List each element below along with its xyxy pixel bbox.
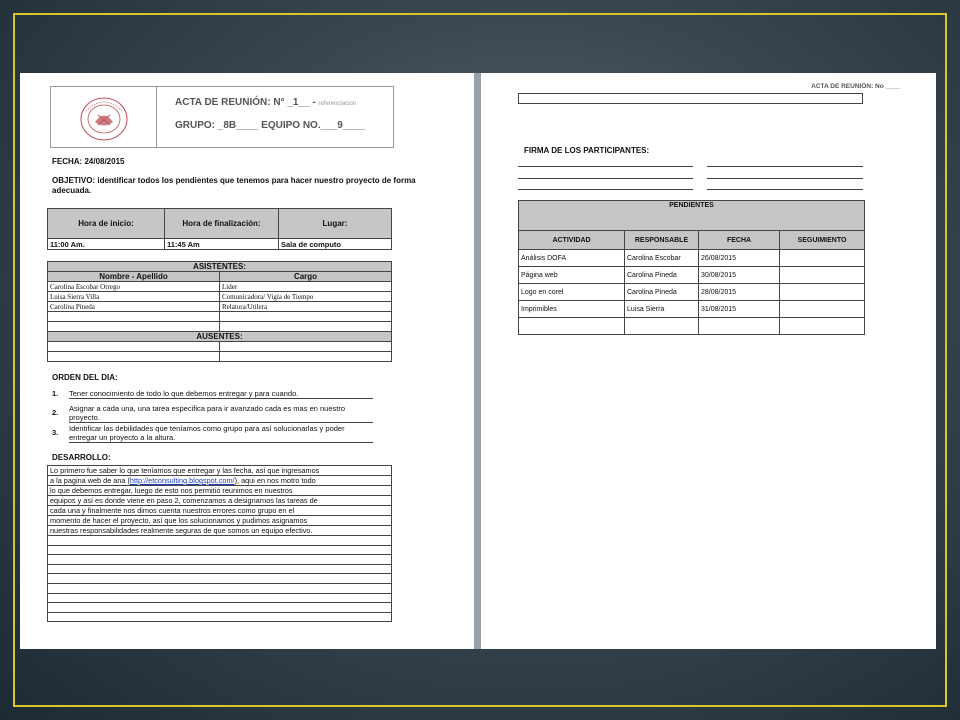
table-row (48, 312, 392, 322)
header-box (50, 86, 394, 148)
logo-cell (51, 87, 157, 147)
asistente-nombre: Carolina Escobar Orrego (48, 282, 220, 292)
table-row (48, 603, 392, 613)
lugar-header: Lugar: (279, 209, 392, 239)
signature-line (707, 189, 863, 190)
list-item (52, 424, 392, 444)
cell-fecha: 28/08/2015 (699, 284, 780, 301)
table-row (48, 342, 392, 352)
blog-link[interactable]: http://etconsulting.blogspot.com/ (129, 476, 235, 485)
cell-actividad: Imprimibles (519, 301, 625, 318)
orden-num: 1. (52, 389, 59, 398)
cell-actividad: Logo en corel (519, 284, 625, 301)
table-row (48, 476, 392, 486)
table-row (48, 466, 392, 476)
document-page-2 (481, 73, 936, 649)
table-row (48, 302, 392, 312)
asistentes-title: ASISTENTES: (48, 262, 392, 272)
cell-fecha: 31/08/2015 (699, 301, 780, 318)
cell-responsable: Carolina Pineda (625, 267, 699, 284)
cell-actividad: Análisis DOFA (519, 250, 625, 267)
table-row (48, 564, 392, 574)
desarrollo-line: equipos y así es donde viene en paso 2, comenzamos a designarnos las tareas de (48, 496, 392, 506)
hora-inicio-value: 11:00 Am. (48, 239, 165, 250)
orden-num: 3. (52, 428, 59, 437)
hora-inicio-header: Hora de inicio: (48, 209, 165, 239)
orden-text: Tener conocimiento de todo lo que debemos entregar y para cuando. (69, 389, 373, 399)
acta-number-label: ACTA DE REUNIÓN: No ____ (811, 83, 900, 90)
orden-text: Asignar a cada una, una tarea especifica para ir avanzado cada es mas en nuestro proyecto. (69, 404, 373, 423)
signature-line (518, 166, 693, 167)
document-page-1 (20, 73, 474, 649)
asistente-cargo: Relatora/Utilera (220, 302, 392, 312)
table-row (519, 301, 865, 318)
table-row (48, 486, 392, 496)
table-row (48, 506, 392, 516)
table-row (48, 574, 392, 584)
grupo-equipo-line: GRUPO: _8B____ EQUIPO NO.___9____ (175, 120, 366, 131)
cell-fecha: 30/08/2015 (699, 267, 780, 284)
col-actividad: ACTIVIDAD (519, 231, 625, 250)
table-row (48, 322, 392, 332)
table-row (48, 516, 392, 526)
col-fecha: FECHA (699, 231, 780, 250)
objetivo-text: OBJETIVO: identificar todos los pendientes que tenemos para hacer nuestro proyecto de forma adecuada. (52, 176, 416, 195)
table-row (48, 593, 392, 603)
fecha-line: FECHA: 24/08/2015 (52, 157, 125, 166)
ausentes-title: AUSENTES: (48, 332, 392, 342)
cell-seguimiento (780, 301, 865, 318)
school-seal-icon (78, 95, 130, 143)
cell-seguimiento (780, 267, 865, 284)
desarrollo-line: Lo primero fue saber lo que teníamos que entregar y las fecha, así que ingresamos (48, 466, 392, 476)
col-nombre: Nombre - Apellido (48, 272, 220, 282)
page-gutter (474, 73, 481, 649)
asistente-nombre: Luisa Sierra Villa (48, 292, 220, 302)
firma-title: FIRMA DE LOS PARTICIPANTES: (524, 146, 650, 155)
desarrollo-table (47, 465, 392, 622)
pendientes-title: PENDIENTES (519, 201, 865, 231)
desarrollo-line-text: ), aqui en nos motro todo (234, 476, 316, 485)
lugar-value: Sala de computo (279, 239, 392, 250)
table-row (48, 292, 392, 302)
hora-fin-header: Hora de finalización: (165, 209, 279, 239)
cell-actividad: Página web (519, 267, 625, 284)
list-item (52, 404, 392, 424)
desarrollo-line (48, 476, 392, 486)
signature-line (518, 189, 693, 190)
cell-responsable: Luisa Sierra (625, 301, 699, 318)
asistentes-table (47, 261, 392, 362)
asistente-cargo: Comunicadora/ Vigía de Tiempo (220, 292, 392, 302)
acta-title: ACTA DE REUNIÓN: N° _1__ - referenciacion (175, 97, 357, 108)
table-row (48, 555, 392, 565)
list-item (52, 389, 392, 401)
asistente-nombre: Carolina Pineda (48, 302, 220, 312)
table-row (519, 318, 865, 335)
col-cargo: Cargo (220, 272, 392, 282)
col-seguimiento: SEGUIMIENTO (780, 231, 865, 250)
signature-line (707, 166, 863, 167)
table-row (48, 352, 392, 362)
orden-title: ORDEN DEL DIA: (52, 373, 118, 382)
cell-responsable: Carolina Pineda (625, 284, 699, 301)
pendientes-table (518, 200, 865, 335)
cell-seguimiento (780, 284, 865, 301)
table-row (519, 267, 865, 284)
table-row (48, 282, 392, 292)
table-row (48, 612, 392, 622)
desarrollo-line-text: a la pagina web de ana ( (50, 476, 130, 485)
asistente-cargo: Líder (220, 282, 392, 292)
table-row (48, 583, 392, 593)
horario-table (47, 208, 392, 250)
signature-line (518, 178, 693, 179)
desarrollo-line: lo que debemos entregar, luego de esto nos permitió reunimos en nuestros (48, 486, 392, 496)
hora-fin-value: 11:45 Am (165, 239, 279, 250)
table-row (48, 536, 392, 546)
table-row (48, 496, 392, 506)
header-box-empty (518, 93, 863, 104)
desarrollo-line: nuestras responsabilidades realmente seguras de que somos un equipo efectivo. (48, 526, 392, 536)
orden-num: 2. (52, 408, 59, 417)
desarrollo-title: DESARROLLO: (52, 453, 111, 462)
cell-responsable: Carolina Escobar (625, 250, 699, 267)
orden-text: Identificar las debilidades que teníamos como grupo para así solucionarlas y poder entregar un proyecto a la altura. (69, 424, 373, 443)
desarrollo-line: cada una y finalmente nos dimos cuenta nuestros errores como grupo en el (48, 506, 392, 516)
desarrollo-line: momento de hacer el proyecto, así que los solucionamos y pudimos asignamos (48, 516, 392, 526)
table-row (48, 545, 392, 555)
table-row (48, 526, 392, 536)
cell-fecha: 26/08/2015 (699, 250, 780, 267)
table-row (519, 250, 865, 267)
table-row (519, 284, 865, 301)
cell-seguimiento (780, 250, 865, 267)
signature-line (707, 178, 863, 179)
col-responsable: RESPONSABLE (625, 231, 699, 250)
